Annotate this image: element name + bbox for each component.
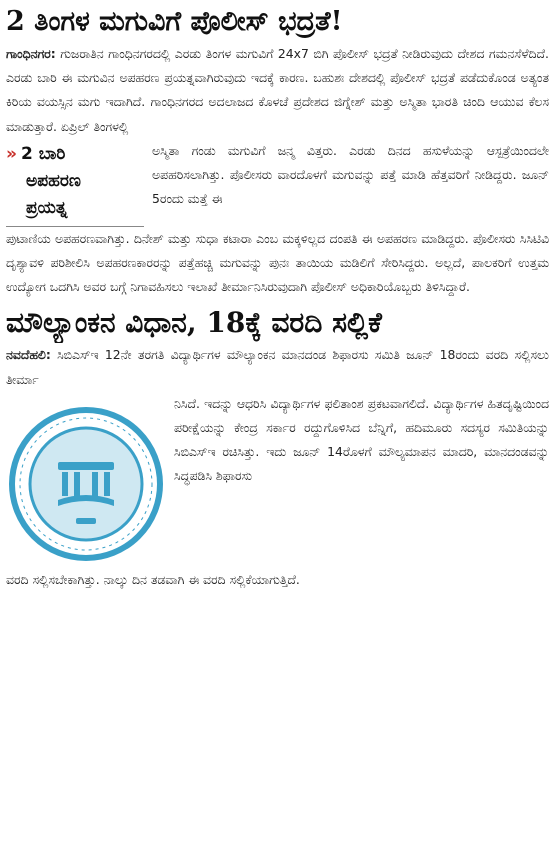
story2-paragraph-1-text: ಸಿಬಿಎಸ್ಇ 12ನೇ ತರಗತಿ ವಿದ್ಯಾರ್ಥಿಗಳ ಮೌಲ್ಯಾಂಕನ ಮಾನದಂಡ ಶಿಫಾರಸು ಸಮಿತಿ ಜೂನ್ 18ರಂದು ವರದಿ ಸಲ್ಲಿಸಲು ತೀರ್ಮಾ (6, 347, 549, 387)
story2-dateline: ನವದೆಹಲಿ: (6, 347, 51, 363)
story1-paragraph-2: ಪುಟಾಣಿಯ ಅಪಹರಣವಾಗಿತ್ತು. ದಿನೇಶ್ ಮತ್ತು ಸುಧಾ ಕಟಾರಾ ಎಂಬ ಮಕ್ಕಳಿಲ್ಲದ ದಂಪತಿ ಈ ಅಪಹರಣ ಮಾಡಿದ್ದರು. ಪೊಲೀಸರು ಸಿಸಿಟಿವಿ ದೃಶ್ಯಾವಳಿ ಪರಿಶೀಲಿಸಿ ಅಪಹರಣಕಾರರನ್ನು ಪತ್ತೆಹಚ್ಚಿ ಮಗುವನ್ನು ಪುನಃ ತಾಯಿಯ ಮಡಿಲಿಗೆ ಸೇರಿಸಿದ್ದರು. ಅಲ್ಲದೆ, ಪಾಲಕರಿಗೆ ಉತ್ತಮ ಉದ್ಯೋಗ ಒದಗಿಸಿ ಅವರ ಬಗ್ಗೆ ನಿಗಾವಹಿಸಲು ಇಲಾಖೆ ತೀರ್ಮಾನಿಸಿರುವುದಾಗಿ ಪೊಲೀಸ್ ಅಧಿಕಾರಿಯೊಬ್ಬರು ತಿಳಿಸಿದ್ದಾರೆ. (6, 230, 549, 295)
story2-paragraph-2: ವರದಿ ಸಲ್ಲಿಸಬೇಕಾಗಿತ್ತು. ನಾಲ್ಕು ದಿನ ತಡವಾಗಿ ಈ ವರದಿ ಸಲ್ಲಿಕೆಯಾಗುತ್ತಿದೆ. (6, 571, 300, 587)
cbse-seal-icon (6, 392, 166, 568)
cbse-logo (6, 392, 166, 568)
story1-side-text: ಅಸ್ಮಿತಾ ಗಂಡು ಮಗುವಿಗೆ ಜನ್ಮ ವಿತ್ತರು. ಎರಡು ದಿನದ ಹಸುಳೆಯನ್ನು ಆಸ್ಪತ್ರೆಯಿಂದಲೇ ಅಪಹರಿಸಲಾಗಿತ್ತು. ಪೊಲೀಸರು ವಾರದೊಳಗೆ ಮಗುವನ್ನು ಪತ್ತೆ ಮಾಡಿ ಹೆತ್ತವರಿಗೆ ನೀಡಿದ್ದರು. ಜೂನ್ 5ರಂದು ಮತ್ತೆ ಈ (152, 142, 549, 207)
story1-pullquote-row (6, 139, 549, 227)
story1-dateline: ಗಾಂಧಿನಗರ: (6, 46, 56, 61)
story1-paragraph-1 (6, 42, 549, 139)
pullquote-line-1: 2 ಬಾರಿ (20, 143, 66, 164)
story1-headline: 2 ತಿಂಗಳ ಮಗುವಿಗೆ ಪೊಲೀಸ್ ಭದ್ರತೆ! (6, 6, 343, 37)
pullquote-line-2: ಅಪಹರಣ (26, 170, 81, 191)
newspaper-page (0, 4, 555, 850)
pullquote-line-3: ಪ್ರಯತ್ನ (26, 197, 68, 218)
story2-headline: ಮೌಲ್ಯಾಂಕನ ವಿಧಾನ, 18ಕ್ಕೆ ವರದಿ ಸಲ್ಲಿಕೆ (6, 306, 382, 340)
story-evaluation-report (6, 303, 549, 592)
story2-image-row (6, 392, 549, 568)
double-chevron-icon: » (6, 143, 17, 164)
pullquote (6, 141, 144, 227)
story2-paragraph-1 (6, 343, 549, 391)
story2-side-text: ನಿಸಿದೆ. ಇದನ್ನು ಆಧರಿಸಿ ವಿದ್ಯಾರ್ಥಿಗಳ ಫಲಿತಾಂಶ ಪ್ರಕಟವಾಗಲಿದೆ. ವಿದ್ಯಾರ್ಥಿಗಳ ಹಿತದೃಷ್ಟಿಯಿಂದ ಪರೀಕ್ಷೆಯನ್ನು ಕೇಂದ್ರ ಸರ್ಕಾರ ರದ್ದುಗೊಳಿಸಿದ ಬೆನ್ನಿಗೆ, ಹದಿಮೂರು ಸದಸ್ಯರ ಸಮಿತಿಯನ್ನು ಸಿಬಿಎಸ್ಇ ರಚಿಸಿತ್ತು. ಇದು ಜೂನ್ 14ರೊಳಗೆ ಮೌಲ್ಯಮಾಪನ ಮಾದರಿ, ಮಾನದಂಡವನ್ನು ಸಿದ್ಧಪಡಿಸಿ ಶಿಫಾರಸು (174, 395, 549, 484)
story1-paragraph-1-text: ಗುಜರಾತಿನ ಗಾಂಧಿನಗರದಲ್ಲಿ ಎರಡು ತಿಂಗಳ ಮಗುವಿಗೆ 24x7 ಬಿಗಿ ಪೊಲೀಸ್ ಭದ್ರತೆ ನೀಡಿರುವುದು ದೇಶದ ಗಮನಸೆಳೆದಿದೆ. ಎರಡು ಬಾರಿ ಈ ಮಗುವಿನ ಅಪಹರಣ ಪ್ರಯತ್ನವಾಗಿರುವುದು ಇದಕ್ಕೆ ಕಾರಣ. ಬಹುಶಃ ದೇಶದಲ್ಲಿ ಪೊಲೀಸ್ ಭದ್ರತೆ ಪಡೆದುಕೊಂಡ ಅತ್ಯಂತ ಕಿರಿಯ ವಯಸ್ಸಿನ ಮಗು ಇದಾಗಿದೆ. ಗಾಂಧಿನಗರದ ಅದಲಾಜದ ಕೊಳಚೆ ಪ್ರದೇಶದ ಜಿಗ್ನೇಶ್ ಮತ್ತು ಅಸ್ಮಿತಾ ಭಾರತಿ ಚಿಂದಿ ಆಯುವ ಕೆಲಸ ಮಾಡುತ್ತಾರೆ. ಏಪ್ರಿಲ್ ತಿಂಗಳಲ್ಲಿ (6, 46, 549, 134)
story-police-protection (6, 4, 549, 299)
